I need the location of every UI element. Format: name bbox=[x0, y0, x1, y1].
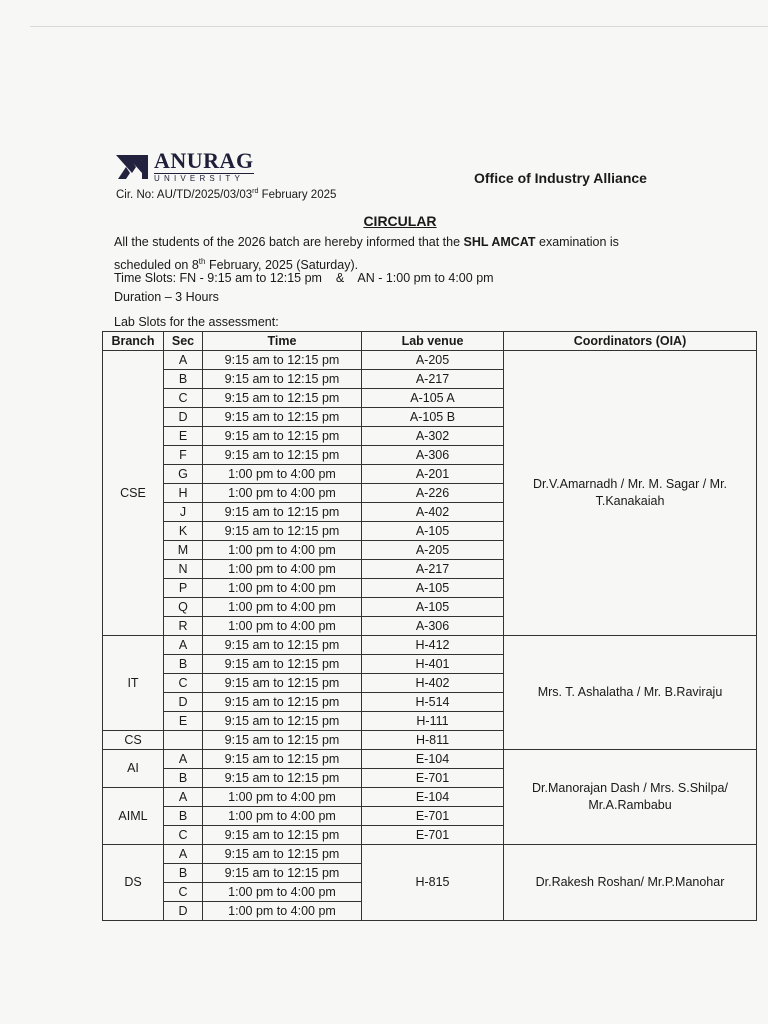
sec-cell: M bbox=[164, 541, 203, 560]
coordinators-cell: Dr.Rakesh Roshan/ Mr.P.Manohar bbox=[504, 845, 757, 921]
sec-cell: C bbox=[164, 883, 203, 902]
circular-number-main: Cir. No: AU/TD/2025/03/03 bbox=[116, 188, 253, 201]
lab-cell: E-104 bbox=[362, 788, 504, 807]
header-sec: Sec bbox=[164, 332, 203, 351]
time-cell: 1:00 pm to 4:00 pm bbox=[203, 541, 362, 560]
time-cell: 9:15 am to 12:15 pm bbox=[203, 503, 362, 522]
lab-cell: A-205 bbox=[362, 351, 504, 370]
sec-cell: B bbox=[164, 807, 203, 826]
lab-cell: H-412 bbox=[362, 636, 504, 655]
sec-cell: P bbox=[164, 579, 203, 598]
time-cell: 9:15 am to 12:15 pm bbox=[203, 655, 362, 674]
sec-cell: Q bbox=[164, 598, 203, 617]
lab-slots-caption: Lab Slots for the assessment: bbox=[114, 315, 279, 329]
time-cell: 9:15 am to 12:15 pm bbox=[203, 427, 362, 446]
time-cell: 9:15 am to 12:15 pm bbox=[203, 712, 362, 731]
lab-cell: E-104 bbox=[362, 750, 504, 769]
time-cell: 9:15 am to 12:15 pm bbox=[203, 845, 362, 864]
time-cell: 1:00 pm to 4:00 pm bbox=[203, 807, 362, 826]
time-cell: 1:00 pm to 4:00 pm bbox=[203, 902, 362, 921]
sec-cell: D bbox=[164, 408, 203, 427]
anurag-logo-icon bbox=[116, 153, 150, 181]
time-cell: 9:15 am to 12:15 pm bbox=[203, 522, 362, 541]
para-exam-name: SHL AMCAT bbox=[463, 235, 536, 249]
time-cell: 9:15 am to 12:15 pm bbox=[203, 864, 362, 883]
lab-cell: A-217 bbox=[362, 560, 504, 579]
lab-cell: H-815 bbox=[362, 845, 504, 921]
time-cell: 1:00 pm to 4:00 pm bbox=[203, 560, 362, 579]
branch-cell: CSE bbox=[103, 351, 164, 636]
sec-cell: C bbox=[164, 674, 203, 693]
time-cell: 9:15 am to 12:15 pm bbox=[203, 446, 362, 465]
sec-cell: J bbox=[164, 503, 203, 522]
announcement-paragraph bbox=[114, 233, 674, 275]
sec-cell: G bbox=[164, 465, 203, 484]
para-text-2: examination is scheduled on 8 bbox=[114, 235, 619, 273]
branch-cell: AI bbox=[103, 750, 164, 788]
page-top-edge bbox=[30, 26, 768, 27]
lab-cell: A-302 bbox=[362, 427, 504, 446]
time-cell: 9:15 am to 12:15 pm bbox=[203, 408, 362, 427]
coordinators-cell: Dr.V.Amarnadh / Mr. M. Sagar / Mr. T.Kanakaiah bbox=[504, 351, 757, 636]
sec-cell: D bbox=[164, 693, 203, 712]
time-cell: 9:15 am to 12:15 pm bbox=[203, 731, 362, 750]
circular-number bbox=[116, 188, 336, 201]
sec-cell: H bbox=[164, 484, 203, 503]
lab-cell: A-226 bbox=[362, 484, 504, 503]
circular-number-sup: rd bbox=[252, 188, 259, 195]
time-cell: 1:00 pm to 4:00 pm bbox=[203, 617, 362, 636]
sec-cell: A bbox=[164, 351, 203, 370]
lab-slots-table bbox=[102, 331, 757, 921]
lab-cell: A-105 B bbox=[362, 408, 504, 427]
sec-cell: A bbox=[164, 845, 203, 864]
sec-cell: A bbox=[164, 788, 203, 807]
lab-cell: E-701 bbox=[362, 807, 504, 826]
time-cell: 9:15 am to 12:15 pm bbox=[203, 389, 362, 408]
lab-cell: E-701 bbox=[362, 769, 504, 788]
time-cell: 1:00 pm to 4:00 pm bbox=[203, 883, 362, 902]
table-row bbox=[103, 750, 757, 769]
duration-line: Duration – 3 Hours bbox=[114, 290, 219, 304]
sec-cell: B bbox=[164, 769, 203, 788]
para-date-sup: th bbox=[198, 257, 206, 266]
time-cell: 1:00 pm to 4:00 pm bbox=[203, 598, 362, 617]
table-row bbox=[103, 845, 757, 864]
lab-cell: A-201 bbox=[362, 465, 504, 484]
header-time: Time bbox=[203, 332, 362, 351]
circular-heading: CIRCULAR bbox=[363, 213, 437, 229]
time-cell: 9:15 am to 12:15 pm bbox=[203, 769, 362, 788]
sec-cell: E bbox=[164, 712, 203, 731]
sec-cell: R bbox=[164, 617, 203, 636]
time-cell: 9:15 am to 12:15 pm bbox=[203, 826, 362, 845]
time-cell: 1:00 pm to 4:00 pm bbox=[203, 465, 362, 484]
time-cell: 9:15 am to 12:15 pm bbox=[203, 674, 362, 693]
table-row bbox=[103, 351, 757, 370]
sec-cell: K bbox=[164, 522, 203, 541]
sec-cell: C bbox=[164, 826, 203, 845]
lab-cell: H-401 bbox=[362, 655, 504, 674]
university-logo bbox=[116, 150, 254, 183]
sec-cell: E bbox=[164, 427, 203, 446]
sec-cell: F bbox=[164, 446, 203, 465]
sec-cell: D bbox=[164, 902, 203, 921]
sec-cell: A bbox=[164, 750, 203, 769]
branch-cell: CS bbox=[103, 731, 164, 750]
lab-cell: A-105 bbox=[362, 598, 504, 617]
branch-cell: IT bbox=[103, 636, 164, 731]
lab-cell: A-306 bbox=[362, 446, 504, 465]
table-row bbox=[103, 636, 757, 655]
coordinators-cell: Dr.Manorajan Dash / Mrs. S.Shilpa/ Mr.A.Rambabu bbox=[504, 750, 757, 845]
lab-cell: A-105 bbox=[362, 579, 504, 598]
lab-cell: A-105 bbox=[362, 522, 504, 541]
header-coordinators: Coordinators (OIA) bbox=[504, 332, 757, 351]
sec-cell: N bbox=[164, 560, 203, 579]
lab-cell: A-205 bbox=[362, 541, 504, 560]
header-branch: Branch bbox=[103, 332, 164, 351]
branch-cell: AIML bbox=[103, 788, 164, 845]
time-slots-line: Time Slots: FN - 9:15 am to 12:15 pm & AN - 1:00 pm to 4:00 pm bbox=[114, 271, 494, 285]
lab-cell: H-514 bbox=[362, 693, 504, 712]
para-text-1: All the students of the 2026 batch are hereby informed that the bbox=[114, 235, 464, 249]
sec-cell bbox=[164, 731, 203, 750]
time-cell: 9:15 am to 12:15 pm bbox=[203, 636, 362, 655]
sec-cell: B bbox=[164, 655, 203, 674]
branch-cell: DS bbox=[103, 845, 164, 921]
sec-cell: B bbox=[164, 370, 203, 389]
lab-cell: H-111 bbox=[362, 712, 504, 731]
sec-cell: A bbox=[164, 636, 203, 655]
time-cell: 1:00 pm to 4:00 pm bbox=[203, 579, 362, 598]
circular-number-tail: February 2025 bbox=[258, 188, 337, 201]
sec-cell: B bbox=[164, 864, 203, 883]
time-cell: 9:15 am to 12:15 pm bbox=[203, 370, 362, 389]
logo-subtitle: UNIVERSITY bbox=[154, 173, 254, 183]
time-cell: 1:00 pm to 4:00 pm bbox=[203, 484, 362, 503]
lab-cell: A-217 bbox=[362, 370, 504, 389]
time-cell: 9:15 am to 12:15 pm bbox=[203, 750, 362, 769]
office-title: Office of Industry Alliance bbox=[474, 170, 647, 186]
time-cell: 9:15 am to 12:15 pm bbox=[203, 693, 362, 712]
lab-cell: H-402 bbox=[362, 674, 504, 693]
time-cell: 1:00 pm to 4:00 pm bbox=[203, 788, 362, 807]
header-lab-venue: Lab venue bbox=[362, 332, 504, 351]
lab-cell: A-402 bbox=[362, 503, 504, 522]
coordinators-cell: Mrs. T. Ashalatha / Mr. B.Raviraju bbox=[504, 636, 757, 750]
lab-cell: A-105 A bbox=[362, 389, 504, 408]
table-header-row bbox=[103, 332, 757, 351]
sec-cell: C bbox=[164, 389, 203, 408]
lab-cell: H-811 bbox=[362, 731, 504, 750]
lab-cell: E-701 bbox=[362, 826, 504, 845]
lab-cell: A-306 bbox=[362, 617, 504, 636]
time-cell: 9:15 am to 12:15 pm bbox=[203, 351, 362, 370]
para-text-3: February, 2025 (Saturday). bbox=[205, 258, 359, 273]
logo-name: ANURAG bbox=[154, 148, 254, 173]
